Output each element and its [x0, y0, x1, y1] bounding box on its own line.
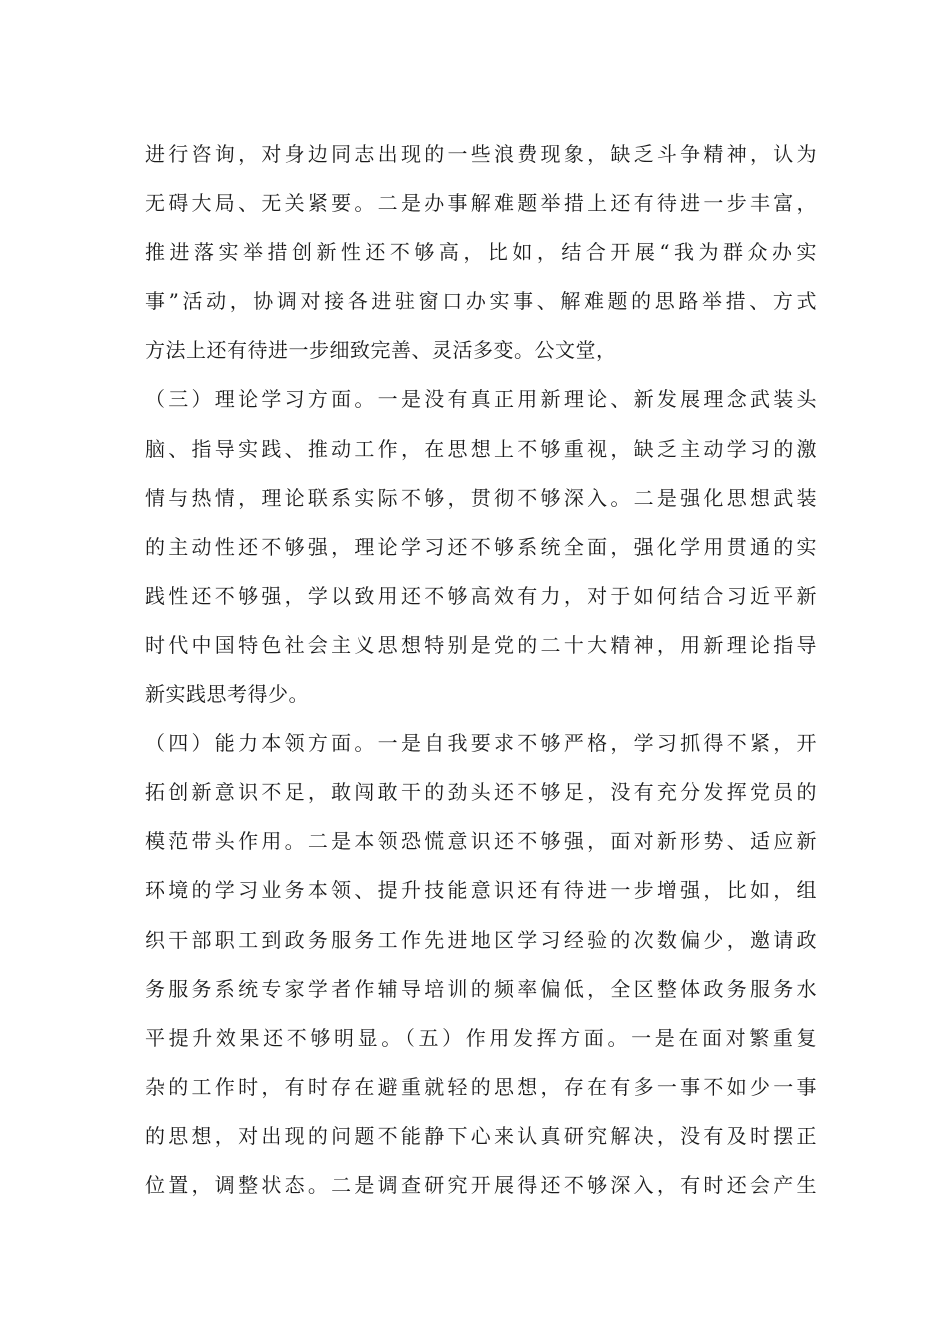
- text-line: 事”活动，协调对接各进驻窗口办实事、解难题的思路举措、方式: [145, 289, 817, 314]
- text-line: 平提升效果还不够明显。（五）作用发挥方面。一是在面对繁重复: [145, 1025, 817, 1050]
- text-line: 新实践思考得少。: [145, 682, 309, 707]
- text-line: （三）理论学习方面。一是没有真正用新理论、新发展理念武装头: [145, 387, 817, 412]
- text-line: 情与热情，理论联系实际不够，贯彻不够深入。二是强化思想武装: [145, 485, 817, 510]
- text-line: 务服务系统专家学者作辅导培训的频率偏低，全区整体政务服务水: [145, 976, 817, 1001]
- text-line: 位置，调整状态。二是调查研究开展得还不够深入，有时还会产生: [145, 1172, 817, 1197]
- text-line: 推进落实举措创新性还不够高，比如，结合开展“我为群众办实: [145, 240, 817, 265]
- text-line: 环境的学习业务本领、提升技能意识还有待进一步增强，比如，组: [145, 878, 817, 903]
- text-line: 无碍大局、无关紧要。二是办事解难题举措上还有待进一步丰富，: [145, 191, 817, 216]
- text-line: 脑、指导实践、推动工作，在思想上不够重视，缺乏主动学习的激: [145, 436, 817, 461]
- text-line: 的思想，对出现的问题不能静下心来认真研究解决，没有及时摆正: [145, 1123, 817, 1148]
- text-line: （四）能力本领方面。一是自我要求不够严格，学习抓得不紧，开: [145, 731, 817, 756]
- text-line: 杂的工作时，有时存在避重就轻的思想，存在有多一事不如少一事: [145, 1074, 817, 1099]
- text-line: 践性还不够强，学以致用还不够高效有力，对于如何结合习近平新: [145, 583, 817, 608]
- text-line: 的主动性还不够强，理论学习还不够系统全面，强化学用贯通的实: [145, 534, 817, 559]
- text-line: 拓创新意识不足，敢闯敢干的劲头还不够足，没有充分发挥党员的: [145, 780, 817, 805]
- document-body: [145, 130, 817, 1210]
- text-line: 织干部职工到政务服务工作先进地区学习经验的次数偏少，邀请政: [145, 927, 817, 952]
- text-line: 时代中国特色社会主义思想特别是党的二十大精神，用新理论指导: [145, 632, 817, 657]
- text-line: 模范带头作用。二是本领恐慌意识还不够强，面对新形势、适应新: [145, 829, 817, 854]
- text-line: 方法上还有待进一步细致完善、灵活多变。公文堂，: [145, 338, 617, 363]
- text-line: 进行咨询，对身边同志出现的一些浪费现象，缺乏斗争精神，认为: [145, 142, 817, 166]
